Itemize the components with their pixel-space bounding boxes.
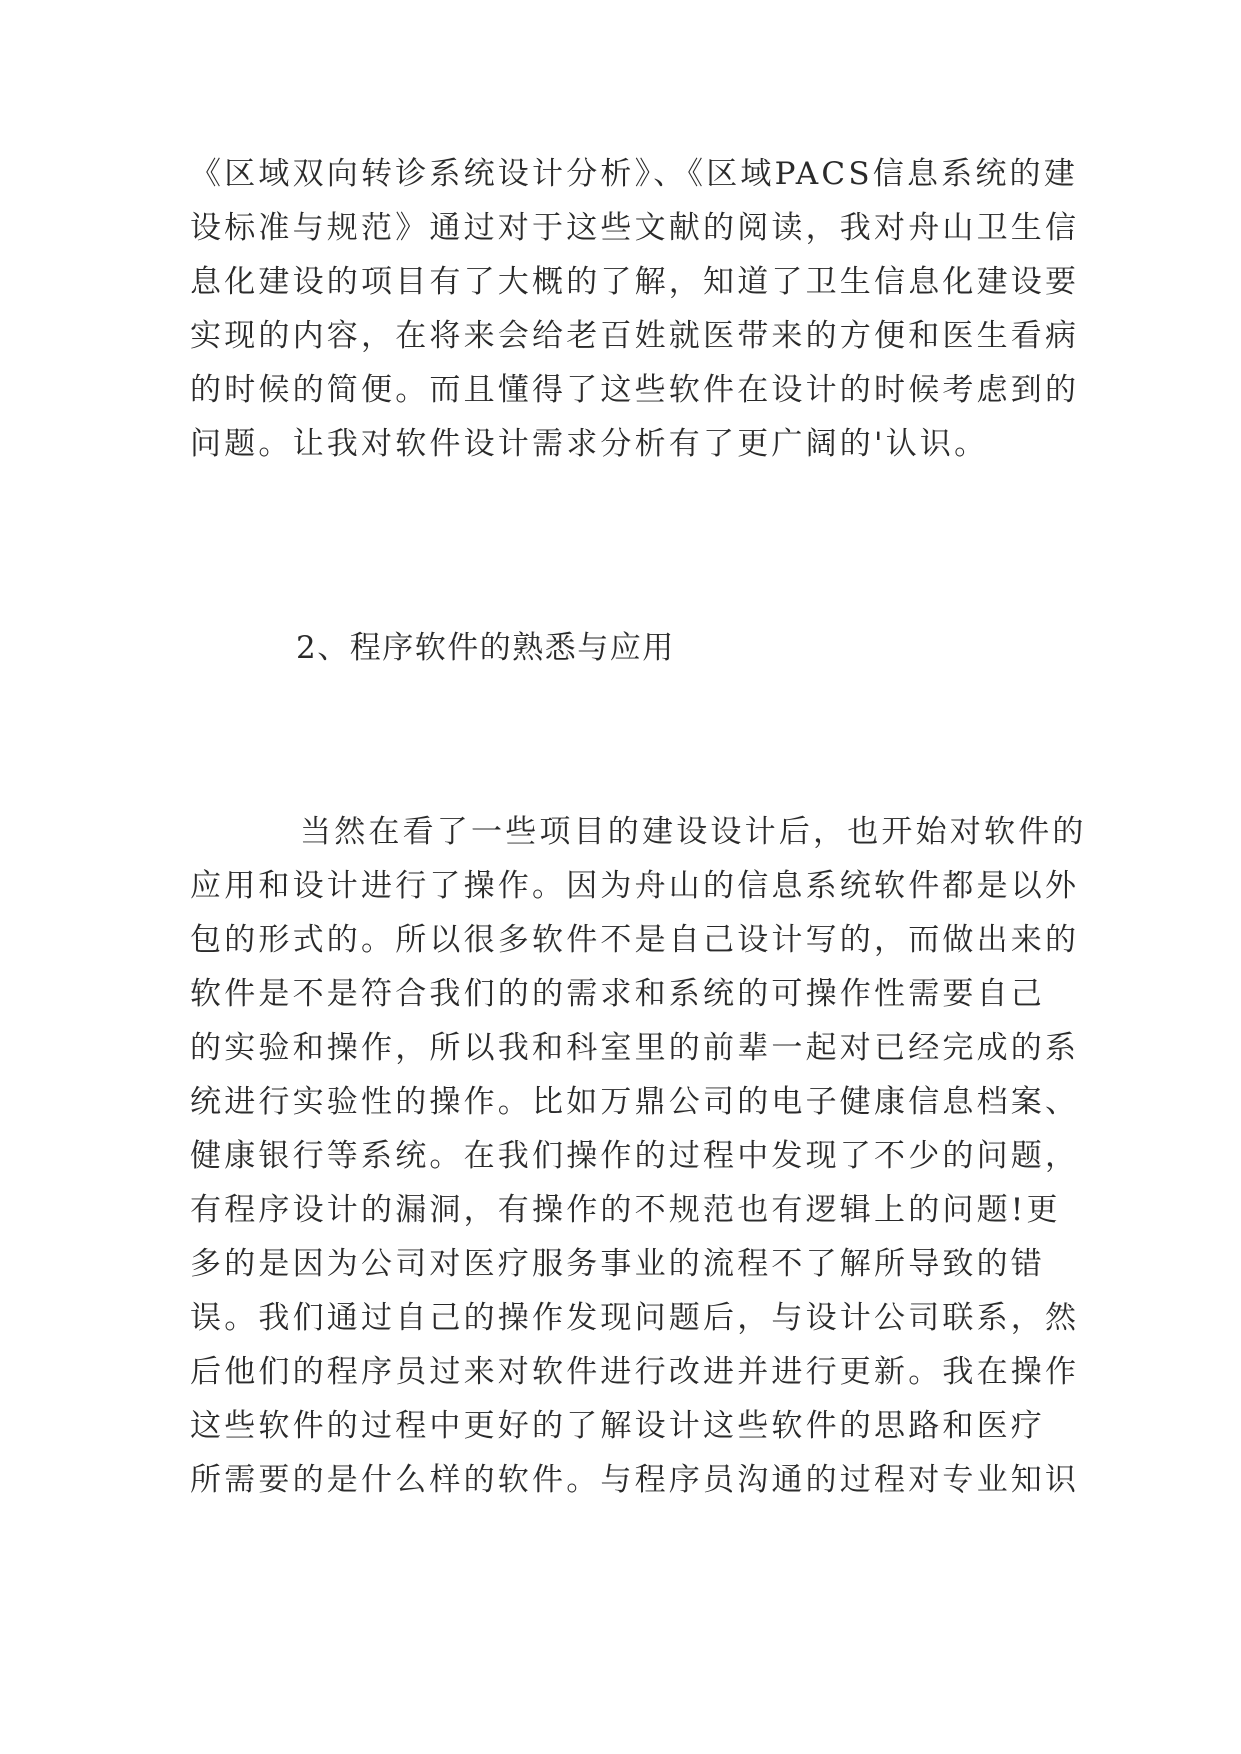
paragraph-2-line-11: 后他们的程序员过来对软件进行改进并进行更新。我在操作 [190,1354,1080,1390]
paragraph-2-line-2: 应用和设计进行了操作。因为舟山的信息系统软件都是以外 [190,868,1080,904]
section-heading: 2、程序软件的熟悉与应用 [296,630,675,666]
paragraph-2-line-7: 健康银行等系统。在我们操作的过程中发现了不少的问题， [190,1138,1080,1174]
paragraph-1-line-5: 的时候的简便。而且懂得了这些软件在设计的时候考虑到的 [190,372,1080,408]
paragraph-2-line-10: 误。我们通过自己的操作发现问题后，与设计公司联系，然 [190,1300,1080,1336]
paragraph-1-line-3: 息化建设的项目有了大概的了解，知道了卫生信息化建设要 [190,264,1080,300]
paragraph-2-line-6: 统进行实验性的操作。比如万鼎公司的电子健康信息档案、 [190,1084,1080,1120]
paragraph-2-line-13: 所需要的是什么样的软件。与程序员沟通的过程对专业知识 [190,1462,1080,1498]
paragraph-2-line-12: 这些软件的过程中更好的了解设计这些软件的思路和医疗 [190,1408,1045,1444]
paragraph-2-line-8: 有程序设计的漏洞，有操作的不规范也有逻辑上的问题!更 [190,1192,1061,1228]
paragraph-1-line-2: 设标准与规范》通过对于这些文献的阅读，我对舟山卫生信 [190,210,1080,246]
paragraph-1-line-1: 《区域双向转诊系统设计分析》、《区域PACS信息系统的建 [190,156,1078,192]
paragraph-2-line-4: 软件是不是符合我们的的需求和系统的可操作性需要自己 [190,976,1045,1012]
paragraph-2-line-5: 的实验和操作，所以我和科室里的前辈一起对已经完成的系 [190,1030,1080,1066]
paragraph-2-line-9: 多的是因为公司对医疗服务事业的流程不了解所导致的错 [190,1246,1045,1282]
paragraph-1-line-4: 实现的内容，在将来会给老百姓就医带来的方便和医生看病 [190,318,1080,354]
paragraph-1-line-6: 问题。让我对软件设计需求分析有了更广阔的'认识。 [190,426,989,462]
paragraph-2-line-1: 当然在看了一些项目的建设设计后，也开始对软件的 [300,814,1087,850]
paragraph-2-line-3: 包的形式的。所以很多软件不是自己设计写的，而做出来的 [190,922,1080,958]
